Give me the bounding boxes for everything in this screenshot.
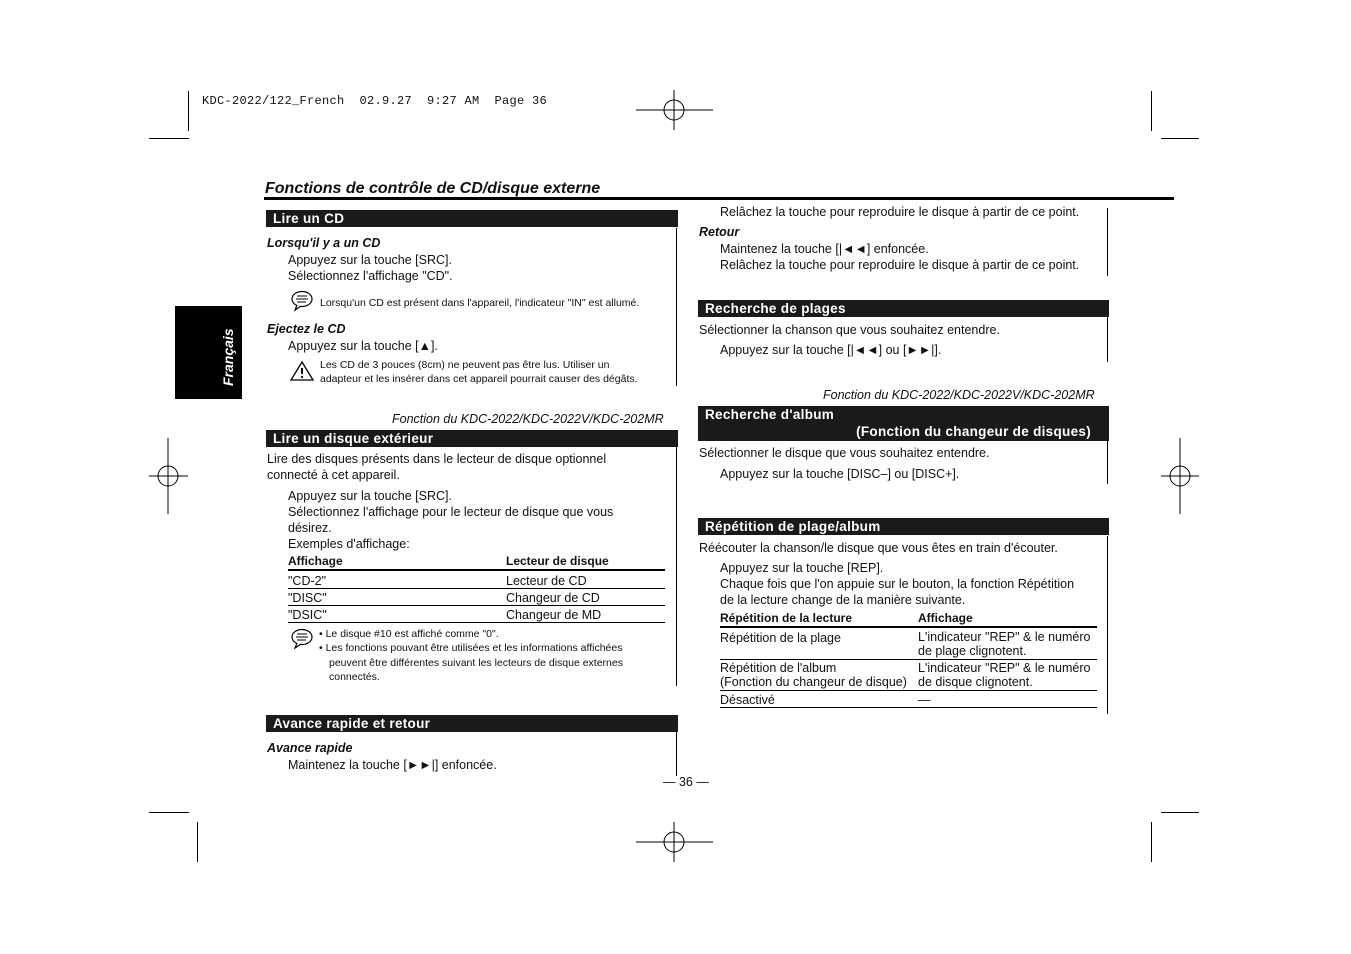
table-cell: (Fonction du changeur de disque) <box>720 675 907 689</box>
note-text: • Les fonctions pouvant être utilisées et les informations affichées <box>319 642 623 654</box>
warning-icon <box>290 360 316 382</box>
text-line: Appuyez sur la touche [SRC]. <box>288 253 452 267</box>
section-heading-recherche-album <box>698 406 1109 441</box>
text-line: Exemples d'affichage: <box>288 537 410 551</box>
section-heading-repetition: Répétition de plage/album <box>698 518 1109 535</box>
warning-text: Les CD de 3 pouces (8cm) ne peuvent pas être lus. Utiliser un <box>320 359 610 371</box>
table-cell: — <box>918 693 931 707</box>
text-line: de la lecture change de la manière suivante. <box>720 593 966 607</box>
text-line: Appuyez sur la touche [▲]. <box>288 339 438 353</box>
table-header: Lecteur de disque <box>506 554 609 568</box>
table-cell: "CD-2" <box>288 574 327 588</box>
table-cell: Répétition de la plage <box>720 631 841 645</box>
table-cell: de disque clignotent. <box>918 675 1033 689</box>
section-heading-avance-rapide: Avance rapide et retour <box>266 715 678 732</box>
page-number: — 36 — <box>663 775 709 789</box>
note-icon <box>290 290 316 312</box>
note-text: peuvent être différentes suivant les lecteurs de disque externes <box>329 657 623 669</box>
text-line: Sélectionnez l'affichage pour le lecteur de disque que vous <box>288 505 614 519</box>
table-cell: L'indicateur "REP" & le numéro <box>918 661 1091 675</box>
text-line: Appuyez sur la touche [DISC–] ou [DISC+]. <box>720 467 960 481</box>
table-header: Affichage <box>918 611 973 625</box>
heading-line: Recherche d'album <box>705 407 835 422</box>
text-line: Appuyez sur la touche [SRC]. <box>288 489 452 503</box>
text-line: Sélectionnez l'affichage "CD". <box>288 269 453 283</box>
text-line: Relâchez la touche pour reproduire le disque à partir de ce point. <box>720 258 1080 272</box>
table-header: Répétition de la lecture <box>720 611 853 625</box>
text-line: Sélectionner la chanson que vous souhaitez entendre. <box>699 323 1000 337</box>
table-cell: "DISC" <box>288 591 327 605</box>
table-cell: L'indicateur "REP" & le numéro <box>918 630 1091 644</box>
table-cell: Lecteur de CD <box>506 574 587 588</box>
print-header: KDC-2022/122_French 02.9.27 9:27 AM Page 36 <box>202 94 548 108</box>
text-line: connecté à cet appareil. <box>267 468 400 482</box>
table-cell: Changeur de MD <box>506 608 602 622</box>
note-icon <box>290 628 316 650</box>
title-rule <box>264 197 1174 200</box>
text-line: désirez. <box>288 521 332 535</box>
heading-line: (Fonction du changeur de disques) <box>856 424 1091 439</box>
text-line: Maintenez la touche [|◄◄] enfoncée. <box>720 242 929 256</box>
section-heading-recherche-plages: Recherche de plages <box>698 300 1109 317</box>
note-text: • Le disque #10 est affiché comme "0". <box>319 628 499 640</box>
warning-text: adapteur et les insérer dans cet appareil pourrait causer des dégâts. <box>320 373 638 385</box>
text-line: Chaque fois que l'on appuie sur le bouton, la fonction Répétition <box>720 577 1075 591</box>
text-line: Appuyez sur la touche [|◄◄] ou [►►|]. <box>720 343 942 357</box>
language-tab <box>175 306 242 399</box>
text-line: Lire des disques présents dans le lecteur de disque optionnel <box>267 452 607 466</box>
table-cell: de plage clignotent. <box>918 644 1027 658</box>
page-title: Fonctions de contrôle de CD/disque externe <box>265 180 601 197</box>
text-line: Relâchez la touche pour reproduire le disque à partir de ce point. <box>720 205 1080 219</box>
table-cell: Changeur de CD <box>506 591 600 605</box>
subheading-ejectez-le-cd: Ejectez le CD <box>267 322 346 336</box>
function-note: Fonction du KDC-2022/KDC-2022V/KDC-202MR <box>823 388 1095 402</box>
table-cell: Répétition de l'album <box>720 661 837 675</box>
subheading-retour: Retour <box>699 225 740 239</box>
text-line: Réécouter la chanson/le disque que vous êtes en train d'écouter. <box>699 541 1058 555</box>
text-line: Sélectionner le disque que vous souhaitez entendre. <box>699 446 990 460</box>
text-line: Maintenez la touche [►►|] enfoncée. <box>288 758 497 772</box>
text-line: Appuyez sur la touche [REP]. <box>720 561 884 575</box>
subheading-avance-rapide: Avance rapide <box>267 741 353 755</box>
table-cell: Désactivé <box>720 693 775 707</box>
table-header: Affichage <box>288 554 343 568</box>
section-heading-lire-cd: Lire un CD <box>266 210 678 227</box>
note-text: Lorsqu'un CD est présent dans l'appareil, l'indicateur "IN" est allumé. <box>320 297 640 309</box>
function-note: Fonction du KDC-2022/KDC-2022V/KDC-202MR <box>392 412 664 426</box>
table-cell: "DSIC" <box>288 608 327 622</box>
section-heading-lire-disque-exterieur: Lire un disque extérieur <box>266 430 678 447</box>
language-tab-label: Français <box>220 328 236 386</box>
subheading-lorsqu-il-y-a-un-cd: Lorsqu'il y a un CD <box>267 236 381 250</box>
note-text: connectés. <box>329 671 380 683</box>
